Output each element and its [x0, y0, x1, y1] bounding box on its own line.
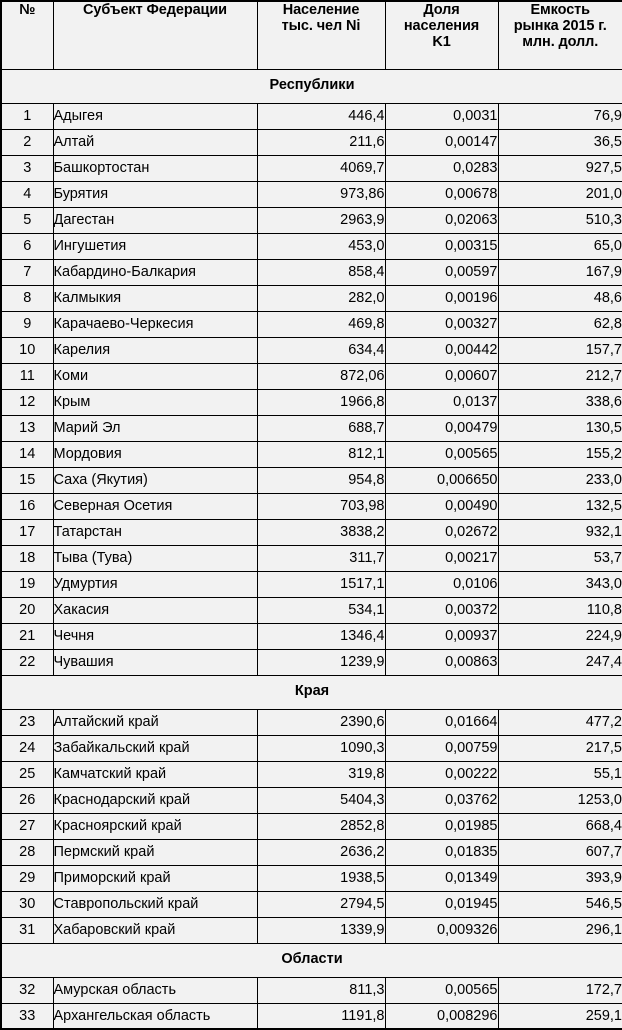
cell-subject-name: Хакасия — [53, 597, 257, 623]
table-row — [1, 363, 622, 389]
table-row — [1, 735, 622, 761]
cell-subject-name: Крым — [53, 389, 257, 415]
cell-market-capacity: 172,7 — [498, 977, 622, 1003]
table-row — [1, 129, 622, 155]
cell-number: 1 — [1, 103, 53, 129]
table-row — [1, 441, 622, 467]
table-row — [1, 207, 622, 233]
cell-market-capacity: 201,0 — [498, 181, 622, 207]
table-row — [1, 311, 622, 337]
cell-population-share: 0,00327 — [385, 311, 498, 337]
cell-market-capacity: 48,6 — [498, 285, 622, 311]
table-header — [1, 1, 622, 69]
cell-number: 19 — [1, 571, 53, 597]
cell-market-capacity: 53,7 — [498, 545, 622, 571]
cell-subject-name: Пермский край — [53, 839, 257, 865]
table-row — [1, 519, 622, 545]
cell-population-share: 0,03762 — [385, 787, 498, 813]
cell-population: 2963,9 — [257, 207, 385, 233]
cell-market-capacity: 157,7 — [498, 337, 622, 363]
cell-population-share: 0,006650 — [385, 467, 498, 493]
cell-population: 1938,5 — [257, 865, 385, 891]
cell-number: 16 — [1, 493, 53, 519]
cell-market-capacity: 76,9 — [498, 103, 622, 129]
cell-population: 1191,8 — [257, 1003, 385, 1029]
cell-number: 7 — [1, 259, 53, 285]
cell-population-share: 0,00372 — [385, 597, 498, 623]
cell-subject-name: Мордовия — [53, 441, 257, 467]
cell-subject-name: Камчатский край — [53, 761, 257, 787]
table-row — [1, 285, 622, 311]
cell-market-capacity: 259,1 — [498, 1003, 622, 1029]
cell-population: 1090,3 — [257, 735, 385, 761]
cell-population-share: 0,00565 — [385, 441, 498, 467]
cell-population: 534,1 — [257, 597, 385, 623]
cell-market-capacity: 296,1 — [498, 917, 622, 943]
cell-population: 973,86 — [257, 181, 385, 207]
cell-market-capacity: 233,0 — [498, 467, 622, 493]
cell-number: 5 — [1, 207, 53, 233]
cell-population: 211,6 — [257, 129, 385, 155]
section-header-row — [1, 943, 622, 977]
cell-number: 31 — [1, 917, 53, 943]
header-row — [1, 1, 622, 69]
cell-subject-name: Красноярский край — [53, 813, 257, 839]
cell-number: 26 — [1, 787, 53, 813]
cell-population-share: 0,02672 — [385, 519, 498, 545]
cell-population-share: 0,008296 — [385, 1003, 498, 1029]
cell-subject-name: Дагестан — [53, 207, 257, 233]
table-row — [1, 571, 622, 597]
cell-population: 446,4 — [257, 103, 385, 129]
cell-number: 25 — [1, 761, 53, 787]
cell-market-capacity: 247,4 — [498, 649, 622, 675]
cell-subject-name: Чечня — [53, 623, 257, 649]
header-line: K1 — [386, 34, 498, 50]
table-row — [1, 623, 622, 649]
cell-subject-name: Ингушетия — [53, 233, 257, 259]
cell-subject-name: Архангельская область — [53, 1003, 257, 1029]
cell-market-capacity: 546,5 — [498, 891, 622, 917]
table-row — [1, 545, 622, 571]
header-line: тыс. чел Ni — [258, 18, 385, 34]
cell-population-share: 0,00678 — [385, 181, 498, 207]
cell-number: 22 — [1, 649, 53, 675]
table-row — [1, 1003, 622, 1029]
cell-number: 6 — [1, 233, 53, 259]
table-row — [1, 839, 622, 865]
cell-population-share: 0,00937 — [385, 623, 498, 649]
table-row — [1, 259, 622, 285]
cell-subject-name: Башкортостан — [53, 155, 257, 181]
cell-market-capacity: 130,5 — [498, 415, 622, 441]
cell-subject-name: Карелия — [53, 337, 257, 363]
cell-market-capacity: 155,2 — [498, 441, 622, 467]
section-header-row — [1, 69, 622, 103]
cell-subject-name: Коми — [53, 363, 257, 389]
cell-population: 469,8 — [257, 311, 385, 337]
cell-subject-name: Бурятия — [53, 181, 257, 207]
cell-number: 11 — [1, 363, 53, 389]
cell-subject-name: Краснодарский край — [53, 787, 257, 813]
table-row — [1, 597, 622, 623]
cell-subject-name: Ставропольский край — [53, 891, 257, 917]
cell-subject-name: Удмуртия — [53, 571, 257, 597]
cell-subject-name: Кабардино-Балкария — [53, 259, 257, 285]
cell-number: 8 — [1, 285, 53, 311]
cell-number: 21 — [1, 623, 53, 649]
cell-number: 20 — [1, 597, 53, 623]
cell-number: 29 — [1, 865, 53, 891]
cell-number: 18 — [1, 545, 53, 571]
cell-population-share: 0,0283 — [385, 155, 498, 181]
cell-subject-name: Алтай — [53, 129, 257, 155]
cell-subject-name: Алтайский край — [53, 709, 257, 735]
cell-number: 17 — [1, 519, 53, 545]
cell-market-capacity: 62,8 — [498, 311, 622, 337]
cell-population: 2636,2 — [257, 839, 385, 865]
cell-population-share: 0,00863 — [385, 649, 498, 675]
cell-number: 13 — [1, 415, 53, 441]
cell-subject-name: Марий Эл — [53, 415, 257, 441]
cell-population: 634,4 — [257, 337, 385, 363]
cell-population: 812,1 — [257, 441, 385, 467]
cell-number: 23 — [1, 709, 53, 735]
cell-market-capacity: 65,0 — [498, 233, 622, 259]
cell-number: 15 — [1, 467, 53, 493]
cell-population: 858,4 — [257, 259, 385, 285]
table-row — [1, 415, 622, 441]
cell-population-share: 0,02063 — [385, 207, 498, 233]
table-row — [1, 761, 622, 787]
cell-number: 27 — [1, 813, 53, 839]
header-line: млн. долл. — [499, 34, 622, 50]
cell-number: 32 — [1, 977, 53, 1003]
header-line: населения — [386, 18, 498, 34]
cell-population-share: 0,00222 — [385, 761, 498, 787]
section-header-row — [1, 675, 622, 709]
header-line: Население — [258, 2, 385, 18]
cell-population: 311,7 — [257, 545, 385, 571]
cell-population-share: 0,0137 — [385, 389, 498, 415]
cell-number: 14 — [1, 441, 53, 467]
cell-population: 954,8 — [257, 467, 385, 493]
cell-population: 703,98 — [257, 493, 385, 519]
section-title: Области — [1, 943, 622, 977]
cell-number: 10 — [1, 337, 53, 363]
cell-number: 3 — [1, 155, 53, 181]
cell-number: 24 — [1, 735, 53, 761]
cell-population: 1239,9 — [257, 649, 385, 675]
cell-market-capacity: 212,7 — [498, 363, 622, 389]
cell-population: 2390,6 — [257, 709, 385, 735]
column-header-market-capacity — [498, 1, 622, 69]
cell-population-share: 0,0031 — [385, 103, 498, 129]
cell-market-capacity: 510,3 — [498, 207, 622, 233]
table-row — [1, 389, 622, 415]
section-title: Республики — [1, 69, 622, 103]
cell-population-share: 0,01664 — [385, 709, 498, 735]
table-row — [1, 233, 622, 259]
cell-population-share: 0,01945 — [385, 891, 498, 917]
column-header-population — [257, 1, 385, 69]
table-body — [1, 69, 622, 1029]
cell-market-capacity: 927,5 — [498, 155, 622, 181]
cell-population: 811,3 — [257, 977, 385, 1003]
table-row — [1, 181, 622, 207]
cell-subject-name: Тыва (Тува) — [53, 545, 257, 571]
table-row — [1, 493, 622, 519]
cell-population-share: 0,00442 — [385, 337, 498, 363]
cell-population-share: 0,01349 — [385, 865, 498, 891]
cell-population: 1966,8 — [257, 389, 385, 415]
cell-population: 1346,4 — [257, 623, 385, 649]
cell-market-capacity: 224,9 — [498, 623, 622, 649]
cell-population-share: 0,00147 — [385, 129, 498, 155]
cell-market-capacity: 343,0 — [498, 571, 622, 597]
cell-population: 4069,7 — [257, 155, 385, 181]
cell-population: 453,0 — [257, 233, 385, 259]
cell-market-capacity: 55,1 — [498, 761, 622, 787]
cell-population: 3838,2 — [257, 519, 385, 545]
cell-number: 4 — [1, 181, 53, 207]
cell-subject-name: Чувашия — [53, 649, 257, 675]
cell-market-capacity: 1253,0 — [498, 787, 622, 813]
cell-subject-name: Саха (Якутия) — [53, 467, 257, 493]
cell-population: 2794,5 — [257, 891, 385, 917]
cell-population-share: 0,009326 — [385, 917, 498, 943]
cell-population-share: 0,00315 — [385, 233, 498, 259]
cell-number: 9 — [1, 311, 53, 337]
table-row — [1, 891, 622, 917]
table-row — [1, 155, 622, 181]
cell-population-share: 0,01985 — [385, 813, 498, 839]
cell-population: 872,06 — [257, 363, 385, 389]
cell-market-capacity: 110,8 — [498, 597, 622, 623]
cell-subject-name: Калмыкия — [53, 285, 257, 311]
cell-population: 282,0 — [257, 285, 385, 311]
column-header-number — [1, 1, 53, 69]
table-row — [1, 977, 622, 1003]
table-row — [1, 865, 622, 891]
header-line: Доля — [386, 2, 498, 18]
table-row — [1, 917, 622, 943]
cell-population: 688,7 — [257, 415, 385, 441]
header-line: Емкость — [499, 2, 622, 18]
cell-number: 33 — [1, 1003, 53, 1029]
cell-market-capacity: 932,1 — [498, 519, 622, 545]
section-title: Края — [1, 675, 622, 709]
cell-number: 2 — [1, 129, 53, 155]
cell-market-capacity: 132,5 — [498, 493, 622, 519]
cell-population-share: 0,00597 — [385, 259, 498, 285]
cell-population-share: 0,00196 — [385, 285, 498, 311]
cell-market-capacity: 338,6 — [498, 389, 622, 415]
cell-population: 1339,9 — [257, 917, 385, 943]
cell-market-capacity: 393,9 — [498, 865, 622, 891]
table-row — [1, 337, 622, 363]
cell-population-share: 0,00565 — [385, 977, 498, 1003]
cell-population-share: 0,01835 — [385, 839, 498, 865]
cell-subject-name: Хабаровский край — [53, 917, 257, 943]
table-row — [1, 813, 622, 839]
cell-number: 30 — [1, 891, 53, 917]
cell-population: 2852,8 — [257, 813, 385, 839]
cell-number: 28 — [1, 839, 53, 865]
header-line: рынка 2015 г. — [499, 18, 622, 34]
cell-population-share: 0,00607 — [385, 363, 498, 389]
header-line: № — [2, 2, 53, 18]
cell-population-share: 0,00759 — [385, 735, 498, 761]
table-row — [1, 709, 622, 735]
cell-market-capacity: 668,4 — [498, 813, 622, 839]
cell-market-capacity: 36,5 — [498, 129, 622, 155]
cell-subject-name: Забайкальский край — [53, 735, 257, 761]
cell-subject-name: Татарстан — [53, 519, 257, 545]
cell-subject-name: Амурская область — [53, 977, 257, 1003]
cell-market-capacity: 477,2 — [498, 709, 622, 735]
table-row — [1, 787, 622, 813]
column-header-population-share — [385, 1, 498, 69]
cell-population-share: 0,00479 — [385, 415, 498, 441]
cell-population: 319,8 — [257, 761, 385, 787]
table-row — [1, 103, 622, 129]
cell-subject-name: Северная Осетия — [53, 493, 257, 519]
cell-population: 1517,1 — [257, 571, 385, 597]
cell-number: 12 — [1, 389, 53, 415]
header-line: Субъект Федерации — [54, 2, 257, 18]
cell-market-capacity: 607,7 — [498, 839, 622, 865]
cell-market-capacity: 217,5 — [498, 735, 622, 761]
cell-market-capacity: 167,9 — [498, 259, 622, 285]
cell-population-share: 0,00490 — [385, 493, 498, 519]
column-header-subject — [53, 1, 257, 69]
table-row — [1, 467, 622, 493]
table-row — [1, 649, 622, 675]
cell-population-share: 0,00217 — [385, 545, 498, 571]
cell-population: 5404,3 — [257, 787, 385, 813]
cell-subject-name: Приморский край — [53, 865, 257, 891]
cell-population-share: 0,0106 — [385, 571, 498, 597]
cell-subject-name: Адыгея — [53, 103, 257, 129]
cell-subject-name: Карачаево-Черкесия — [53, 311, 257, 337]
